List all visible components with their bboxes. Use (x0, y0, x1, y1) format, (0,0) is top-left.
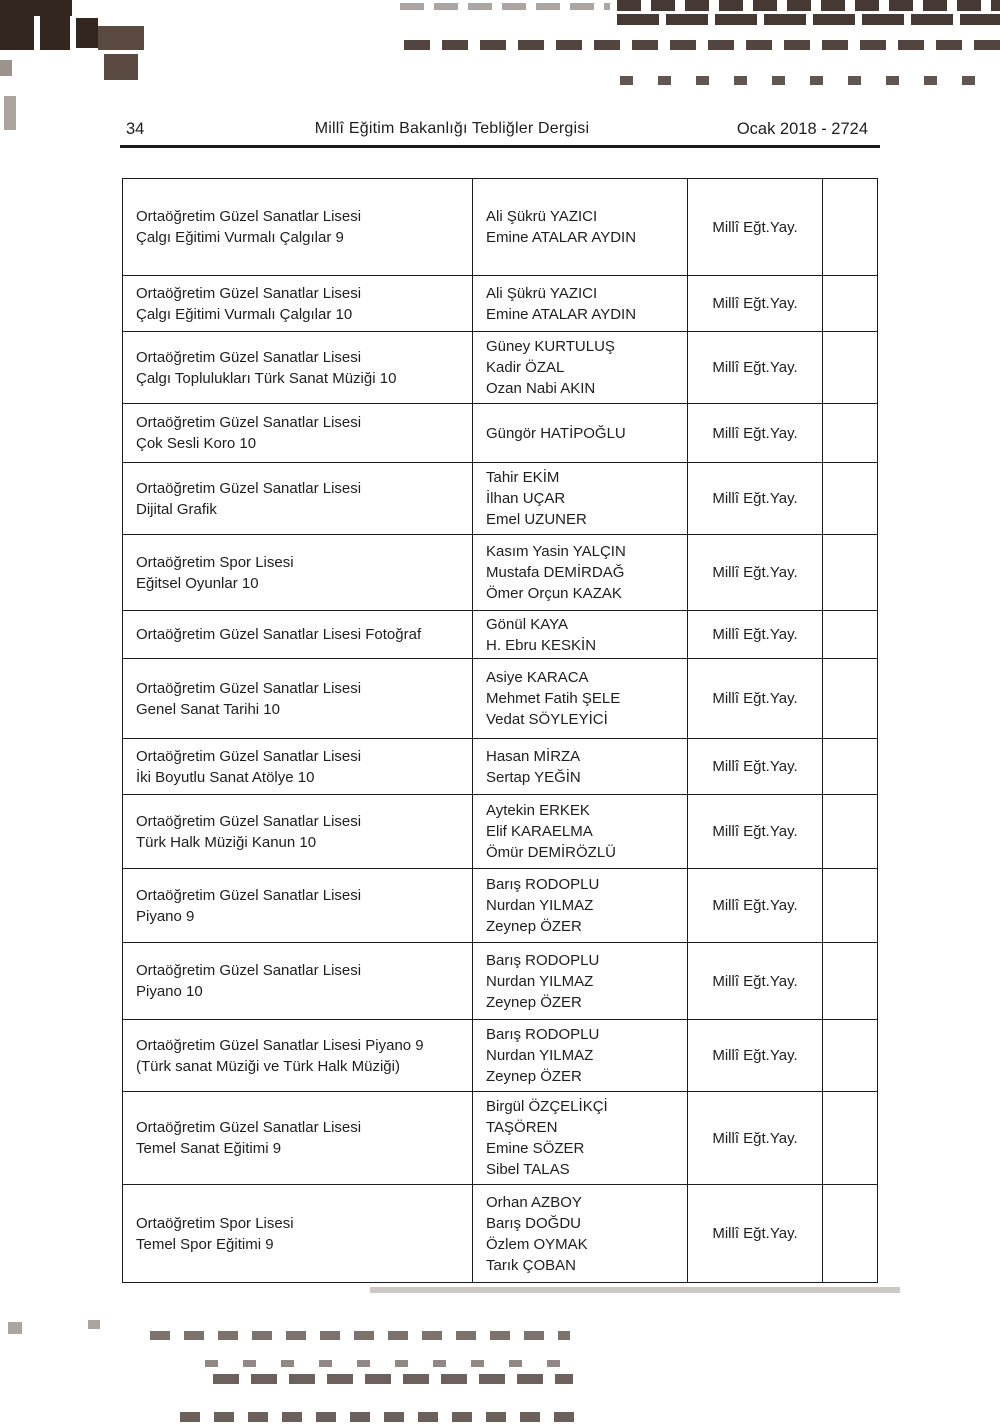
text-line: Tarık ÇOBAN (486, 1256, 577, 1274)
text-line: Ortaöğretim Güzel Sanatlar Lisesi Piyano 9 (136, 1036, 424, 1054)
book-title-cell (123, 1020, 473, 1091)
text-line: H. Ebru KESKİN (486, 636, 597, 654)
book-title-cell (123, 943, 473, 1019)
publisher-cell: Millî Eğt.Yay. (688, 276, 823, 331)
empty-cell (823, 943, 876, 1019)
scan-artifact (0, 60, 12, 76)
authors-cell (473, 1092, 688, 1184)
table-row (123, 1020, 877, 1092)
text-line: Sibel TALAS (486, 1161, 570, 1178)
text-line: Eğitsel Oyunlar 10 (136, 574, 259, 592)
text-line: Özlem OYMAK (486, 1235, 588, 1253)
text-line: Dijital Grafik (136, 500, 217, 518)
text-line: Çalgı Eğitimi Vurmalı Çalgılar 9 (136, 229, 344, 246)
text-line: Ortaöğretim Güzel Sanatlar Lisesi (136, 747, 362, 765)
authors-cell (473, 943, 688, 1019)
text-line: Kadir ÖZAL (486, 359, 565, 376)
scan-artifact (104, 54, 138, 80)
table-row (123, 332, 877, 404)
empty-cell (823, 869, 876, 942)
publisher-cell: Millî Eğt.Yay. (688, 739, 823, 794)
scan-artifact (0, 14, 34, 50)
publisher-cell: Millî Eğt.Yay. (688, 869, 823, 942)
table-row (123, 739, 877, 795)
publisher-cell: Millî Eğt.Yay. (688, 611, 823, 658)
authors-cell (473, 659, 688, 738)
publisher-cell: Millî Eğt.Yay. (688, 463, 823, 534)
table-row (123, 1092, 877, 1185)
text-line: Ortaöğretim Güzel Sanatlar Lisesi (136, 348, 362, 366)
scan-artifact (213, 1374, 573, 1384)
text-line: Güney KURTULUŞ (486, 338, 615, 355)
table-row (123, 795, 877, 869)
text-line: Mustafa DEMİRDAĞ (486, 564, 625, 581)
empty-cell (823, 1185, 876, 1282)
text-line: Ortaöğretim Güzel Sanatlar Lisesi (136, 962, 362, 979)
text-line: Ortaöğretim Güzel Sanatlar Lisesi (136, 812, 362, 830)
scan-artifact (404, 40, 1000, 50)
scan-artifact (8, 1322, 22, 1334)
scan-artifact (617, 0, 1000, 11)
authors-cell (473, 1185, 688, 1282)
text-line: Temel Spor Eğitimi 9 (136, 1235, 274, 1253)
text-line: Ozan Nabi AKIN (486, 380, 596, 397)
header-rule (120, 145, 880, 148)
table-row (123, 404, 877, 463)
text-line: Ali Şükrü YAZICI (486, 284, 598, 302)
scan-artifact (370, 1287, 900, 1293)
authors-cell (473, 332, 688, 403)
text-line: Ortaöğretim Güzel Sanatlar Lisesi (136, 208, 362, 225)
text-line: Zeynep ÖZER (486, 918, 582, 935)
text-line: Çalgı Eğitimi Vurmalı Çalgılar 10 (136, 305, 353, 323)
empty-cell (823, 659, 876, 738)
text-line: Ortaöğretim Güzel Sanatlar Lisesi (136, 886, 362, 904)
book-title-cell (123, 1092, 473, 1184)
text-line: Barış RODOPLU (486, 951, 600, 969)
authors-cell (473, 276, 688, 331)
book-title-cell (123, 795, 473, 868)
empty-cell (823, 276, 876, 331)
journal-title: Millî Eğitim Bakanlığı Tebliğler Dergisi (314, 120, 590, 137)
text-line: Zeynep ÖZER (486, 1068, 582, 1085)
text-line: Türk Halk Müziği Kanun 10 (136, 833, 317, 851)
text-line: Emine ATALAR AYDIN (486, 229, 637, 246)
text-line: Orhan AZBOY (486, 1193, 582, 1211)
text-line: Barış RODOPLU (486, 1026, 600, 1043)
empty-cell (823, 611, 876, 658)
book-title-cell (123, 739, 473, 794)
text-line: Ali Şükrü YAZICI (486, 208, 598, 225)
empty-cell (823, 1020, 876, 1091)
text-line: Asiye KARACA (486, 669, 589, 686)
text-line: Çok Sesli Koro 10 (136, 435, 257, 452)
publisher-cell: Millî Eğt.Yay. (688, 179, 823, 275)
publisher-cell: Millî Eğt.Yay. (688, 1092, 823, 1184)
text-line: Vedat SÖYLEYİCİ (486, 711, 608, 728)
publisher-cell: Millî Eğt.Yay. (688, 404, 823, 462)
text-line: Zeynep ÖZER (486, 993, 582, 1011)
text-line: Ortaöğretim Güzel Sanatlar Lisesi (136, 679, 362, 697)
text-line: Nurdan YILMAZ (486, 972, 594, 990)
book-title-cell (123, 463, 473, 534)
table-row (123, 463, 877, 535)
text-line: Barış RODOPLU (486, 876, 600, 893)
scan-artifact (205, 1360, 573, 1367)
text-line: Emine ATALAR AYDIN (486, 305, 637, 323)
issue-label: Ocak 2018 - 2724 (736, 120, 868, 138)
text-line: Nurdan YILMAZ (486, 1047, 594, 1064)
publisher-cell: Millî Eğt.Yay. (688, 1185, 823, 1282)
table-row (123, 179, 877, 276)
table-row (123, 535, 877, 611)
publisher-cell: Millî Eğt.Yay. (688, 795, 823, 868)
text-line: Ortaöğretim Güzel Sanatlar Lisesi (136, 414, 362, 431)
text-line: Ömür DEMİRÖZLÜ (486, 844, 617, 861)
book-title-cell (123, 659, 473, 738)
text-line: Mehmet Fatih ŞELE (486, 690, 621, 707)
text-line: Sertap YEĞİN (486, 768, 581, 786)
publisher-cell: Millî Eğt.Yay. (688, 332, 823, 403)
text-line: Piyano 9 (136, 907, 195, 925)
book-title-cell (123, 869, 473, 942)
book-title-cell (123, 179, 473, 275)
scan-artifact (617, 14, 1000, 25)
text-line: Ortaöğretim Güzel Sanatlar Lisesi Fotoğraf (136, 626, 422, 643)
text-line: Elif KARAELMA (486, 823, 593, 840)
text-line: Temel Sanat Eğitimi 9 (136, 1140, 282, 1157)
scan-artifact (400, 3, 610, 10)
text-line: Hasan MİRZA (486, 747, 581, 765)
scan-artifact (88, 1320, 100, 1329)
authors-cell (473, 869, 688, 942)
scan-artifact (98, 26, 144, 50)
text-line: Birgül ÖZÇELİKÇİ (486, 1098, 608, 1115)
empty-cell (823, 404, 876, 462)
book-table (122, 178, 878, 1283)
empty-cell (823, 739, 876, 794)
text-line: Piyano 10 (136, 983, 203, 1000)
text-line: Ortaöğretim Güzel Sanatlar Lisesi (136, 479, 362, 497)
empty-cell (823, 179, 876, 275)
book-title-cell (123, 276, 473, 331)
authors-cell (473, 463, 688, 534)
table-row (123, 659, 877, 739)
empty-cell (823, 332, 876, 403)
text-line: Tahir EKİM (486, 469, 560, 486)
scan-artifact (4, 96, 16, 130)
text-line: Ortaöğretim Güzel Sanatlar Lisesi (136, 1119, 362, 1136)
text-line: Ömer Orçun KAZAK (486, 585, 622, 602)
publisher-cell: Millî Eğt.Yay. (688, 659, 823, 738)
scan-artifact (180, 1412, 577, 1422)
authors-cell (473, 739, 688, 794)
book-title-cell (123, 332, 473, 403)
text-line: Ortaöğretim Spor Lisesi (136, 1214, 294, 1232)
text-line: Genel Sanat Tarihi 10 (136, 700, 280, 718)
publisher-cell: Millî Eğt.Yay. (688, 943, 823, 1019)
table-row (123, 1185, 877, 1282)
text-line: Barış DOĞDU (486, 1214, 582, 1232)
empty-cell (823, 1092, 876, 1184)
text-line: İlhan UÇAR (486, 490, 566, 507)
empty-cell (823, 535, 876, 610)
text-line: TAŞÖREN (486, 1119, 558, 1136)
publisher-cell: Millî Eğt.Yay. (688, 1020, 823, 1091)
authors-cell (473, 179, 688, 275)
scan-artifact (150, 1331, 570, 1340)
empty-cell (823, 795, 876, 868)
scan-artifact (76, 18, 98, 48)
authors-cell (473, 795, 688, 868)
table-row (123, 611, 877, 659)
text-line: Güngör HATİPOĞLU (486, 424, 626, 442)
text-line: Çalgı Toplulukları Türk Sanat Müziği 10 (136, 369, 397, 387)
text-line: İki Boyutlu Sanat Atölye 10 (136, 768, 315, 786)
scan-artifact (40, 10, 70, 50)
scan-artifact (620, 76, 1000, 85)
text-line: Nurdan YILMAZ (486, 897, 594, 914)
book-title-cell (123, 404, 473, 462)
table-row (123, 943, 877, 1020)
text-line: (Türk sanat Müziği ve Türk Halk Müziği) (136, 1057, 400, 1075)
text-line: Emel UZUNER (486, 511, 587, 528)
page-number: 34 (126, 120, 145, 138)
authors-cell (473, 1020, 688, 1091)
text-line: Aytekin ERKEK (486, 802, 590, 819)
book-title-cell (123, 611, 473, 658)
book-title-cell (123, 1185, 473, 1282)
authors-cell (473, 535, 688, 610)
text-line: Emine SÖZER (486, 1140, 585, 1157)
table-row (123, 869, 877, 943)
authors-cell (473, 404, 688, 462)
book-title-cell (123, 535, 473, 610)
authors-cell (473, 611, 688, 658)
text-line: Kasım Yasin YALÇIN (486, 543, 626, 560)
publisher-cell: Millî Eğt.Yay. (688, 535, 823, 610)
empty-cell (823, 463, 876, 534)
text-line: Ortaöğretim Spor Lisesi (136, 553, 294, 571)
text-line: Ortaöğretim Güzel Sanatlar Lisesi (136, 284, 362, 302)
table-row (123, 276, 877, 332)
text-line: Gönül KAYA (486, 615, 568, 633)
